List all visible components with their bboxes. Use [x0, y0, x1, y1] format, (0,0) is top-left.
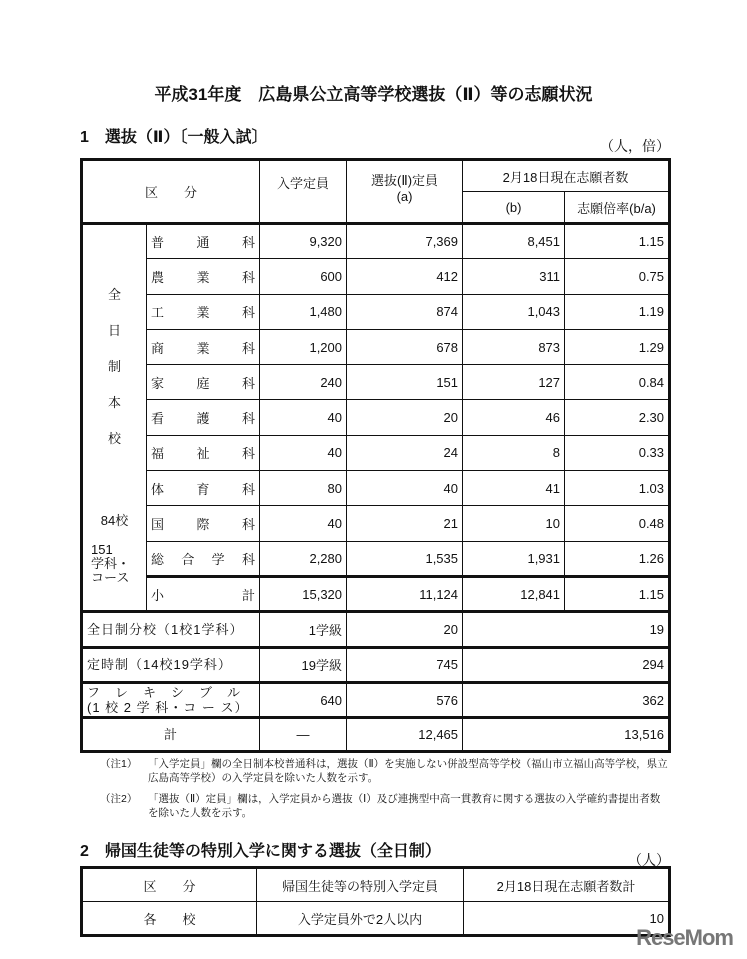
row-quota: 745 [347, 647, 463, 682]
note-1-text: 「入学定員」欄の全日制本校普通科は，選抜（Ⅱ）を実施しない併設型高等学校（福山市立福山高等学校，県立広島高等学校）の入学定員を除いた人数を示す。 [148, 758, 668, 784]
table-row [82, 400, 670, 435]
row-quota: 1,535 [347, 541, 463, 576]
row-subject-char: 業 [196, 340, 210, 356]
page-title: 平成31年度 広島県公立高等学校選抜（Ⅱ）等の志願状況 [154, 85, 593, 104]
row-capacity: 19学級 [260, 647, 347, 682]
table-row [82, 718, 670, 752]
table-row [82, 435, 670, 470]
table-row [82, 576, 670, 611]
table-row [82, 365, 670, 400]
t2-header-category: 区 分 [82, 868, 257, 902]
row-subject-char: 学 [211, 551, 225, 567]
table-row [82, 647, 670, 682]
row-subject-char: 合 [181, 551, 195, 567]
note-2-text: 「選抜（Ⅱ）定員」欄は，入学定員から選抜（Ⅰ）及び連携型中高一貫教育に関する選抜の入学確約書提出者数を除いた人数を示す。 [148, 793, 661, 819]
row-quota: 21 [347, 506, 463, 541]
header-quota-label: 選抜(Ⅱ)定員 [370, 173, 439, 188]
row-subject-char: 業 [196, 305, 210, 321]
section1-unit: （人，倍） [600, 138, 670, 154]
row-subject-char: 科 [242, 411, 256, 427]
row-category: 全日制分校（1校1学科） [82, 612, 260, 647]
row-subject-char: 科 [242, 446, 256, 462]
row-ratio: 1.03 [565, 471, 670, 506]
row-applicants: 8 [463, 435, 565, 470]
row-quota: 12,465 [347, 718, 463, 752]
row-subject [147, 329, 260, 364]
row-applicants: 311 [463, 259, 565, 294]
row-subject-char: 科 [241, 551, 255, 567]
header-quota-sub: (a) [396, 189, 413, 204]
row-quota: 11,124 [347, 576, 463, 611]
row-capacity: 80 [260, 471, 347, 506]
row-capacity: 40 [260, 506, 347, 541]
row-subject-char: 祉 [196, 446, 210, 462]
row-subject-char: 庭 [196, 375, 210, 391]
row-subject-char: 通 [196, 235, 210, 251]
row-subject-char: 科 [242, 517, 256, 533]
row-capacity: 240 [260, 365, 347, 400]
section2-unit: （人） [628, 852, 670, 868]
row-applicants: 362 [463, 682, 670, 717]
row-subject [147, 224, 260, 259]
row-subject-char: 看 [151, 411, 165, 427]
row-subject-char: 科 [242, 269, 256, 285]
row-subject-char: 家 [151, 375, 165, 391]
t2-header-quota: 帰国生徒等の特別入学定員 [257, 868, 464, 902]
row-quota: 678 [347, 329, 463, 364]
row-capacity: 1学級 [260, 612, 347, 647]
row-capacity: 40 [260, 400, 347, 435]
row-quota: 24 [347, 435, 463, 470]
group-label-char: 校 [107, 431, 121, 446]
row-applicants: 1,043 [463, 294, 565, 329]
group-course-count: 151 学科・ コース [91, 542, 131, 585]
row-applicants: 12,841 [463, 576, 565, 611]
header-ratio: 志願倍率(b/a) [565, 192, 670, 224]
header-b: (b) [463, 192, 565, 224]
table-row [82, 506, 670, 541]
row-subject-char: 際 [196, 517, 210, 533]
row-ratio: 2.30 [565, 400, 670, 435]
table-row [82, 294, 670, 329]
row-capacity: 40 [260, 435, 347, 470]
header-capacity: 入学定員 [260, 160, 347, 224]
group-label-char: 制 [107, 359, 121, 374]
row-quota: 576 [347, 682, 463, 717]
returnee-table [80, 866, 671, 937]
row-applicants: 46 [463, 400, 565, 435]
row-subject-char: 商 [151, 340, 165, 356]
row-subject [147, 506, 260, 541]
table-row [82, 471, 670, 506]
row-category: 計 [82, 718, 260, 752]
t2-row-category: 各 校 [82, 902, 257, 936]
group-label [82, 224, 147, 612]
row-applicants: 873 [463, 329, 565, 364]
table-row [82, 224, 670, 259]
section1-heading: 1 選抜（Ⅱ）〔一般入試〕 [80, 129, 268, 146]
row-ratio: 1.15 [565, 224, 670, 259]
row-subject-char: 計 [242, 587, 256, 603]
row-ratio: 1.29 [565, 329, 670, 364]
table-row [82, 329, 670, 364]
table-row [82, 612, 670, 647]
row-capacity: 9,320 [260, 224, 347, 259]
note-2-label: （注2） [100, 793, 138, 805]
row-subject-char: 工 [151, 305, 165, 321]
row-ratio: 1.26 [565, 541, 670, 576]
row-ratio: 1.19 [565, 294, 670, 329]
row-subject-char: 農 [151, 269, 165, 285]
row-category: フ レ キ シ ブ ル (1 校 2 学 科・コ ー ス） [82, 682, 260, 717]
t2-header-applicants: 2月18日現在志願者数計 [464, 868, 670, 902]
row-capacity: 1,480 [260, 294, 347, 329]
table-row [82, 259, 670, 294]
row-subject-char: 科 [242, 340, 256, 356]
row-quota: 20 [347, 400, 463, 435]
header-category: 区 分 [82, 160, 260, 224]
resemom-logo: ReseMom [636, 925, 733, 950]
row-subject [147, 541, 260, 576]
group-label-char: 本 [107, 395, 121, 410]
row-ratio: 0.33 [565, 435, 670, 470]
group-label-char: 日 [107, 323, 121, 338]
group-school-count: 84校 [100, 513, 129, 528]
row-ratio: 1.15 [565, 576, 670, 611]
row-applicants: 1,931 [463, 541, 565, 576]
row-ratio: 0.84 [565, 365, 670, 400]
row-subject-char: 科 [242, 235, 256, 251]
row-subject-char: 福 [151, 446, 165, 462]
row-subject-char: 小 [151, 587, 165, 603]
row-quota: 874 [347, 294, 463, 329]
row-subject-char: 護 [196, 411, 210, 427]
row-subject-char: 科 [242, 481, 256, 497]
row-subject-char: 育 [196, 481, 210, 497]
row-quota: 151 [347, 365, 463, 400]
row-subject-char: 業 [196, 269, 210, 285]
row-applicants: 10 [463, 506, 565, 541]
row-subject [147, 435, 260, 470]
table-row [82, 682, 670, 717]
row-capacity: 2,280 [260, 541, 347, 576]
header-applicants: 2月18日現在志願者数 [463, 160, 670, 192]
row-quota: 20 [347, 612, 463, 647]
row-capacity: 15,320 [260, 576, 347, 611]
row-ratio: 0.48 [565, 506, 670, 541]
group-label-char: 全 [107, 287, 121, 302]
row-subject-char: 国 [151, 517, 165, 533]
row-subject [147, 294, 260, 329]
row-applicants: 13,516 [463, 718, 670, 752]
row-subject-char: 総 [151, 551, 165, 567]
row-category: 定時制（14校19学科） [82, 647, 260, 682]
note-1-label: （注1） [100, 758, 138, 770]
t2-row-applicants: 10 [464, 902, 670, 936]
row-subject [147, 365, 260, 400]
row-subject [147, 259, 260, 294]
row-applicants: 127 [463, 365, 565, 400]
row-subject-char: 科 [242, 305, 256, 321]
row-quota: 412 [347, 259, 463, 294]
row-applicants: 41 [463, 471, 565, 506]
row-capacity: — [260, 718, 347, 752]
row-subject-char: 普 [151, 235, 165, 251]
header-quota [347, 160, 463, 224]
row-capacity: 600 [260, 259, 347, 294]
applications-table [80, 158, 671, 753]
row-subject-char: 体 [151, 481, 165, 497]
row-subject [147, 576, 260, 611]
row-subject-char: 科 [242, 375, 256, 391]
section2-heading: 2 帰国生徒等の特別入学に関する選抜（全日制） [80, 843, 441, 860]
row-subject [147, 400, 260, 435]
row-applicants: 294 [463, 647, 670, 682]
row-applicants: 8,451 [463, 224, 565, 259]
row-subject [147, 471, 260, 506]
row-capacity: 640 [260, 682, 347, 717]
t2-row-quota: 入学定員外で2人以内 [257, 902, 464, 936]
table-row [82, 541, 670, 576]
row-applicants: 19 [463, 612, 670, 647]
row-quota: 40 [347, 471, 463, 506]
row-capacity: 1,200 [260, 329, 347, 364]
row-quota: 7,369 [347, 224, 463, 259]
row-ratio: 0.75 [565, 259, 670, 294]
